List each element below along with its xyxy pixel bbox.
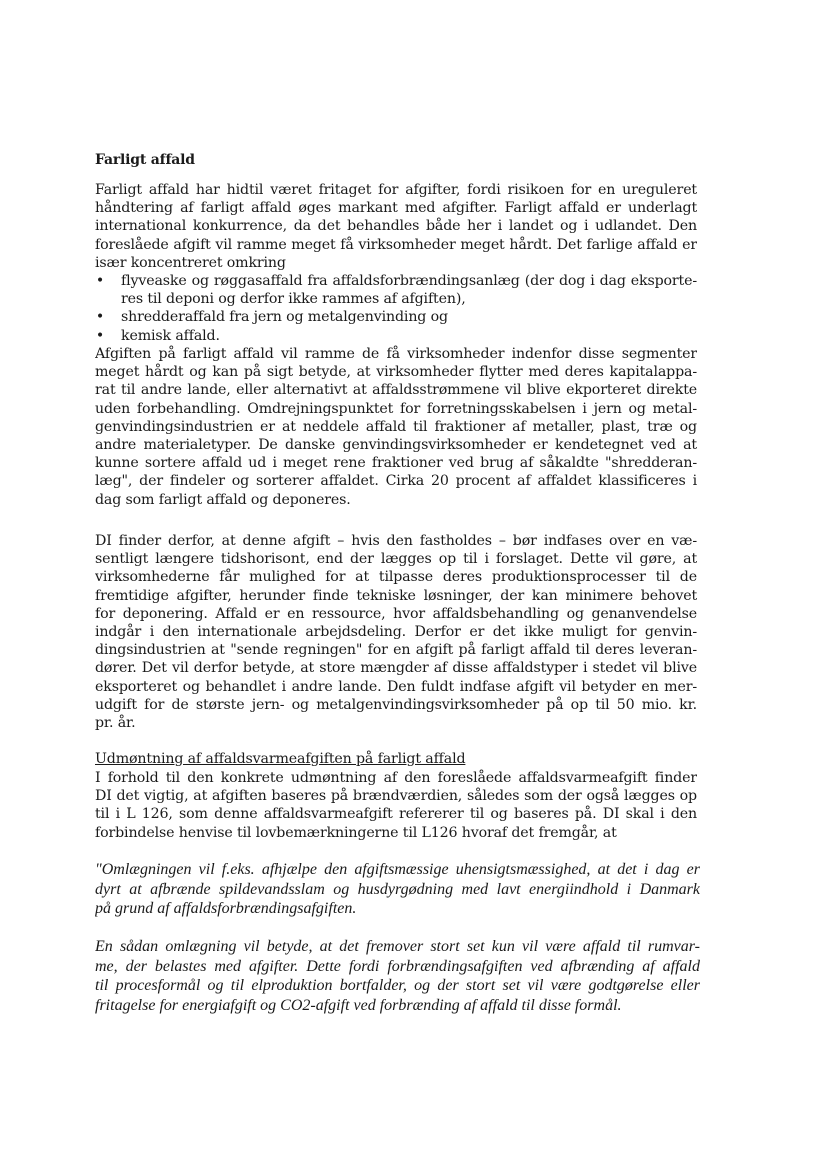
para2-line: meget hårdt og kan på sigt betyde, at virksomheder flytter med deres kapitalappa- — [95, 364, 697, 381]
para3-line: fremtidige afgifter, herunder finde tekniske løsninger, der kan minimere behovet — [95, 587, 697, 604]
para2-line: kunne sortere affald ud i meget rene fraktioner ved brug af såkaldte "shredderan- — [95, 455, 697, 472]
bullet-text: kemisk affald. — [121, 327, 220, 344]
quote2-line: fritagelse for energiafgift og CO2-afgift ved forbrænding af affald til disse formål. — [95, 996, 622, 1014]
para1-line: foreslåede afgift vil ramme meget få virksomheder meget hårdt. Det farlige affald er — [95, 236, 697, 253]
para3-line: indgår i den internationale arbejdsdeling. Derfor er det ikke muligt for genvin- — [95, 623, 697, 640]
para3-line: udgift for de største jern- og metalgenvindingsvirksomheder på op til 50 mio. kr. — [95, 696, 697, 713]
subsection-heading: Udmøntning af affaldsvarmeafgiften på farligt affald — [95, 751, 466, 767]
bullet-item — [95, 327, 697, 345]
bullet-item — [95, 272, 697, 308]
para3-line: dingsindustrien at "sende regningen" for en afgift på farligt affald til deres leveran- — [95, 642, 697, 659]
para3-line: eksporteret og behandlet i andre lande. Den fuldt indfase afgift vil betyder en mer- — [95, 678, 697, 695]
bullet-item — [95, 308, 697, 326]
quote-paragraph-1 — [95, 860, 700, 919]
para2-line: læg", der findeler og sorterer affaldet. Cirka 20 procent af affaldet klassificeres i — [95, 473, 697, 490]
paragraph-impact — [95, 345, 697, 509]
quote1-line: dyrt at afbrænde spildevandsslam og husdyrgødning med lavt energiindhold i Danmark — [95, 880, 700, 898]
bullet-text: shredderaffald fra jern og metalgenvinding og — [121, 309, 448, 326]
para1-line: Farligt affald har hidtil været fritaget for afgifter, fordi risikoen for en ureguleret — [95, 182, 697, 198]
paragraph-implementation — [95, 769, 697, 842]
quote2-line: En sådan omlægning vil betyde, at det fremover stort set kun vil være affald til rumvar- — [95, 938, 700, 955]
paragraph-intro — [95, 181, 697, 272]
para2-line: uden forbehandling. Omdrejningspunktet for forretningsskabelsen i jern og metal- — [95, 400, 697, 417]
para2-line: andre materialetyper. De danske genvindingsvirksomheder er kendetegnet ved at — [95, 436, 697, 453]
quote-paragraph-2 — [95, 937, 700, 1015]
para4-line: forbindelse henvise til lovbemærkningerne til L126 hvoraf det fremgår, at — [95, 824, 617, 841]
para3-line: pr. år. — [95, 714, 136, 731]
para3-line: DI finder derfor, at denne afgift – hvis den fastholdes – bør indfases over en væ- — [95, 533, 697, 549]
quote1-line: på grund af affaldsforbrændingsafgiften. — [95, 900, 357, 918]
para2-line: dag som farligt affald og deponeres. — [95, 491, 351, 508]
quote2-line: me, der belastes med afgifter. Dette fordi forbrændingsafgiften ved afbrænding af affald — [95, 957, 700, 975]
para3-line: virksomhederne får mulighed for at tilpasse deres produktionsprocesser til de — [95, 569, 697, 586]
para1-line: håndtering af farligt affald øges markant med afgifter. Farligt affald er underlagt — [95, 200, 697, 217]
para3-line: dører. Det vil derfor betyde, at store mængder af disse affaldstyper i stedet vil blive — [95, 660, 697, 677]
para2-line: genvindingsindustrien er at neddele affald til fraktioner af metaller, plast, træ og — [95, 418, 697, 435]
para4-line: til i L 126, som denne affaldsvarmeafgift refererer til og baseres på. DI skal i den — [95, 806, 697, 823]
section-heading: Farligt affald — [95, 152, 195, 168]
bullet-dot-icon: • — [95, 309, 105, 326]
para2-line: Afgiften på farligt affald vil ramme de få virksomheder indenfor disse segmenter — [95, 346, 697, 362]
bullet-dot-icon: • — [95, 273, 105, 289]
para4-line: DI det vigtig, at afgiften baseres på brændværdien, således som der også lægges op — [95, 788, 697, 805]
quote2-line: til procesformål og til elproduktion bortfalder, og der stort set vil være godtgørelse eller — [95, 977, 700, 995]
para1-line: især koncentreret omkring — [95, 254, 286, 271]
bullet-dot-icon: • — [95, 327, 105, 344]
bullet-list — [95, 272, 697, 345]
para1-line: international konkurrence, da det behandles både her i landet og i udlandet. Den — [95, 218, 697, 235]
para3-line: sentligt længere tidshorisont, end der lægges op til i forslaget. Dette vil gøre, at — [95, 551, 697, 568]
quote1-line: "Omlægningen vil f.eks. afhjælpe den afgiftsmæssige uhensigtsmæssighed, at det i dag er — [95, 861, 700, 878]
bullet-text: res til deponi og derfor ikke rammes af afgiften), — [121, 291, 466, 308]
bullet-text: flyveaske og røggasaffald fra affaldsforbrændingsanlæg (der dog i dag eksporte- — [121, 273, 697, 289]
para2-line: rat til andre lande, eller alternativt at affaldsstrømmene vil blive ekporteret direkte — [95, 382, 697, 399]
para4-line: I forhold til den konkrete udmøntning af den foreslåede affaldsvarmeafgift finder — [95, 770, 697, 786]
paragraph-di-position — [95, 532, 697, 732]
para3-line: for deponering. Affald er en ressource, hvor affaldsbehandling og genanvendelse — [95, 605, 697, 622]
